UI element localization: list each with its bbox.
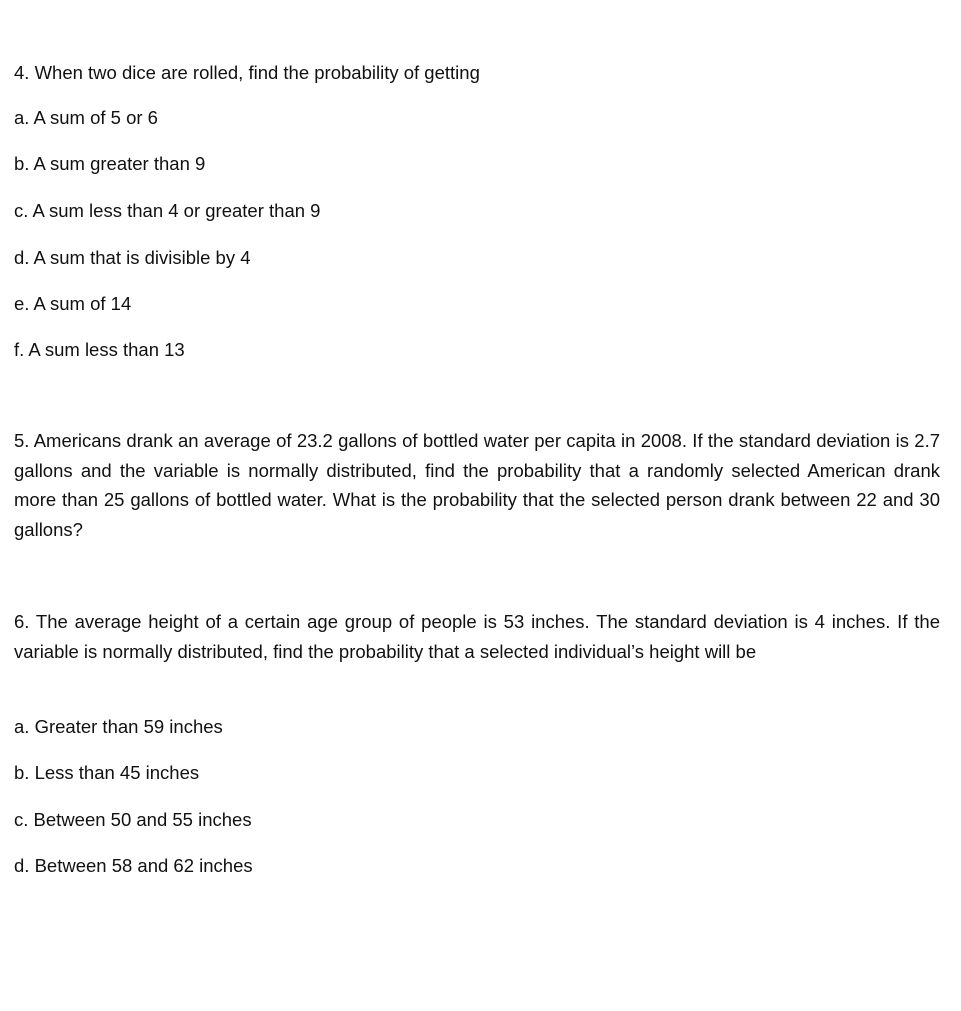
question-6-part-a: a. Greater than 59 inches: [14, 716, 223, 737]
question-6-part-b: b. Less than 45 inches: [14, 762, 200, 783]
question-6-stem: 6. The average height of a certain age group of people is 53 inches. The standard deviation is 4 inches. If the variable is normally distributed, find the probability that a selected individual’s height will be: [14, 611, 940, 662]
question-4-part-f: f. A sum less than 13: [14, 339, 185, 360]
question-4-part-a: a. A sum of 5 or 6: [14, 107, 158, 128]
question-4-part-d: d. A sum that is divisible by 4: [14, 247, 251, 268]
question-4-part-c: c. A sum less than 4 or greater than 9: [14, 200, 321, 221]
question-6-part-d: d. Between 58 and 62 inches: [14, 855, 253, 876]
question-4-part-b: b. A sum greater than 9: [14, 153, 206, 174]
question-4-part-e: e. A sum of 14: [14, 293, 132, 314]
question-4-stem: 4. When two dice are rolled, find the probability of getting: [14, 62, 480, 83]
question-6-part-c: c. Between 50 and 55 inches: [14, 809, 252, 830]
question-5-text: 5. Americans drank an average of 23.2 gallons of bottled water per capita in 2008. If the standard deviation is 2.7 gallons and the variable is normally distributed, find the probability that a randomly selected American drank more than 25 gallons of bottled water. What is the probability that the selected person drank between 22 and 30 gallons?: [14, 430, 940, 540]
